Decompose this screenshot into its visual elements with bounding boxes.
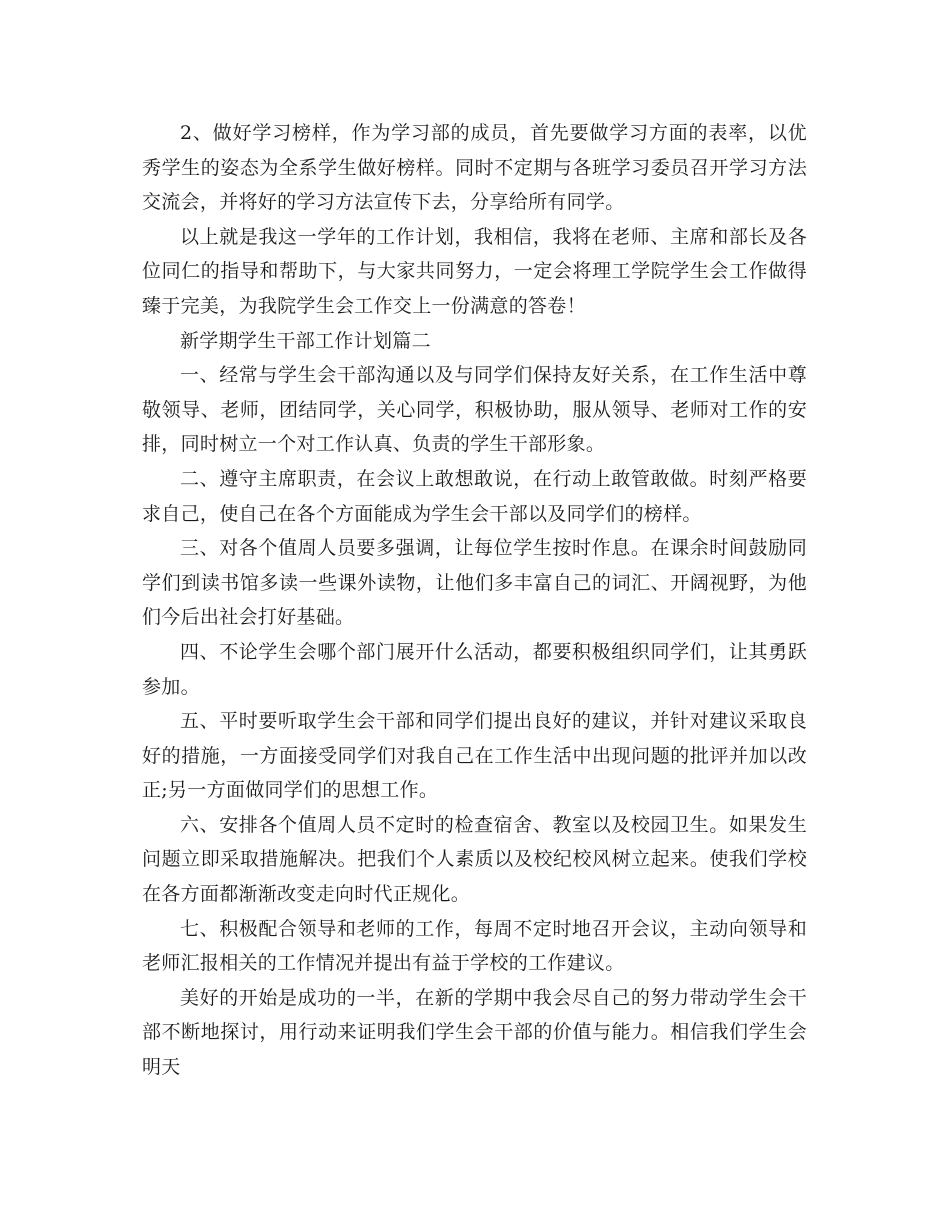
paragraph-closing: 美好的开始是成功的一半，在新的学期中我会尽自己的努力带动学生会干部不断地探讨，用行动来证明我们学生会干部的价值与能力。相信我们学生会明天 [142, 986, 807, 1079]
paragraph-item-2: 二、遵守主席职责，在会议上敢想敢说，在行动上敢管敢做。时刻严格要求自己，使自己在各个方面能成为学生会干部以及同学们的榜样。 [142, 467, 807, 525]
paragraph-item-3: 三、对各个值周人员要多强调，让每位学生按时作息。在课余时间鼓励同学们到读书馆多读一些课外读物，让他们多丰富自己的词汇、开阔视野，为他们今后出社会打好基础。 [142, 537, 807, 629]
paragraph-item-5: 五、平时要听取学生会干部和同学们提出良好的建议，并针对建议采取良好的措施，一方面接受同学们对我自己在工作生活中出现问题的批评并加以改正;另一方面做同学们的思想工作。 [142, 710, 807, 802]
paragraph-item-4: 四、不论学生会哪个部门展开什么活动，都要积极组织同学们，让其勇跃参加。 [142, 640, 807, 698]
paragraph-item-1: 一、经常与学生会干部沟通以及与同学们保持友好关系，在工作生活中尊敬领导、老师，团结同学，关心同学，积极协助，服从领导、老师对工作的安排，同时树立一个对工作认真、负责的学生干部形象。 [142, 364, 807, 456]
paragraph-study-example: 2、做好学习榜样，作为学习部的成员，首先要做学习方面的表率，以优秀学生的姿态为全系学生做好榜样。同时不定期与各班学习委员召开学习方法交流会，并将好的学习方法宣传下去，分享给所有同学。 [142, 122, 807, 214]
paragraph-item-6: 六、安排各个值周人员不定时的检查宿舍、教室以及校园卫生。如果发生问题立即采取措施解决。把我们个人素质以及校纪校风树立起来。使我们学校在各方面都渐渐改变走向时代正规化。 [142, 813, 807, 906]
document-body [142, 116, 807, 1085]
paragraph-year-plan-summary: 以上就是我这一学年的工作计划，我相信，我将在老师、主席和部长及各位同仁的指导和帮助下，与大家共同努力，一定会将理工学院学生会工作做得臻于完美，为我院学生会工作交上一份满意的答卷！ [142, 225, 807, 317]
section-heading: 新学期学生干部工作计划篇二 [180, 329, 431, 352]
paragraph-item-7: 七、积极配合领导和老师的工作，每周不定时地召开会议，主动向领导和老师汇报相关的工作情况并提出有益于学校的工作建议。 [142, 917, 807, 975]
